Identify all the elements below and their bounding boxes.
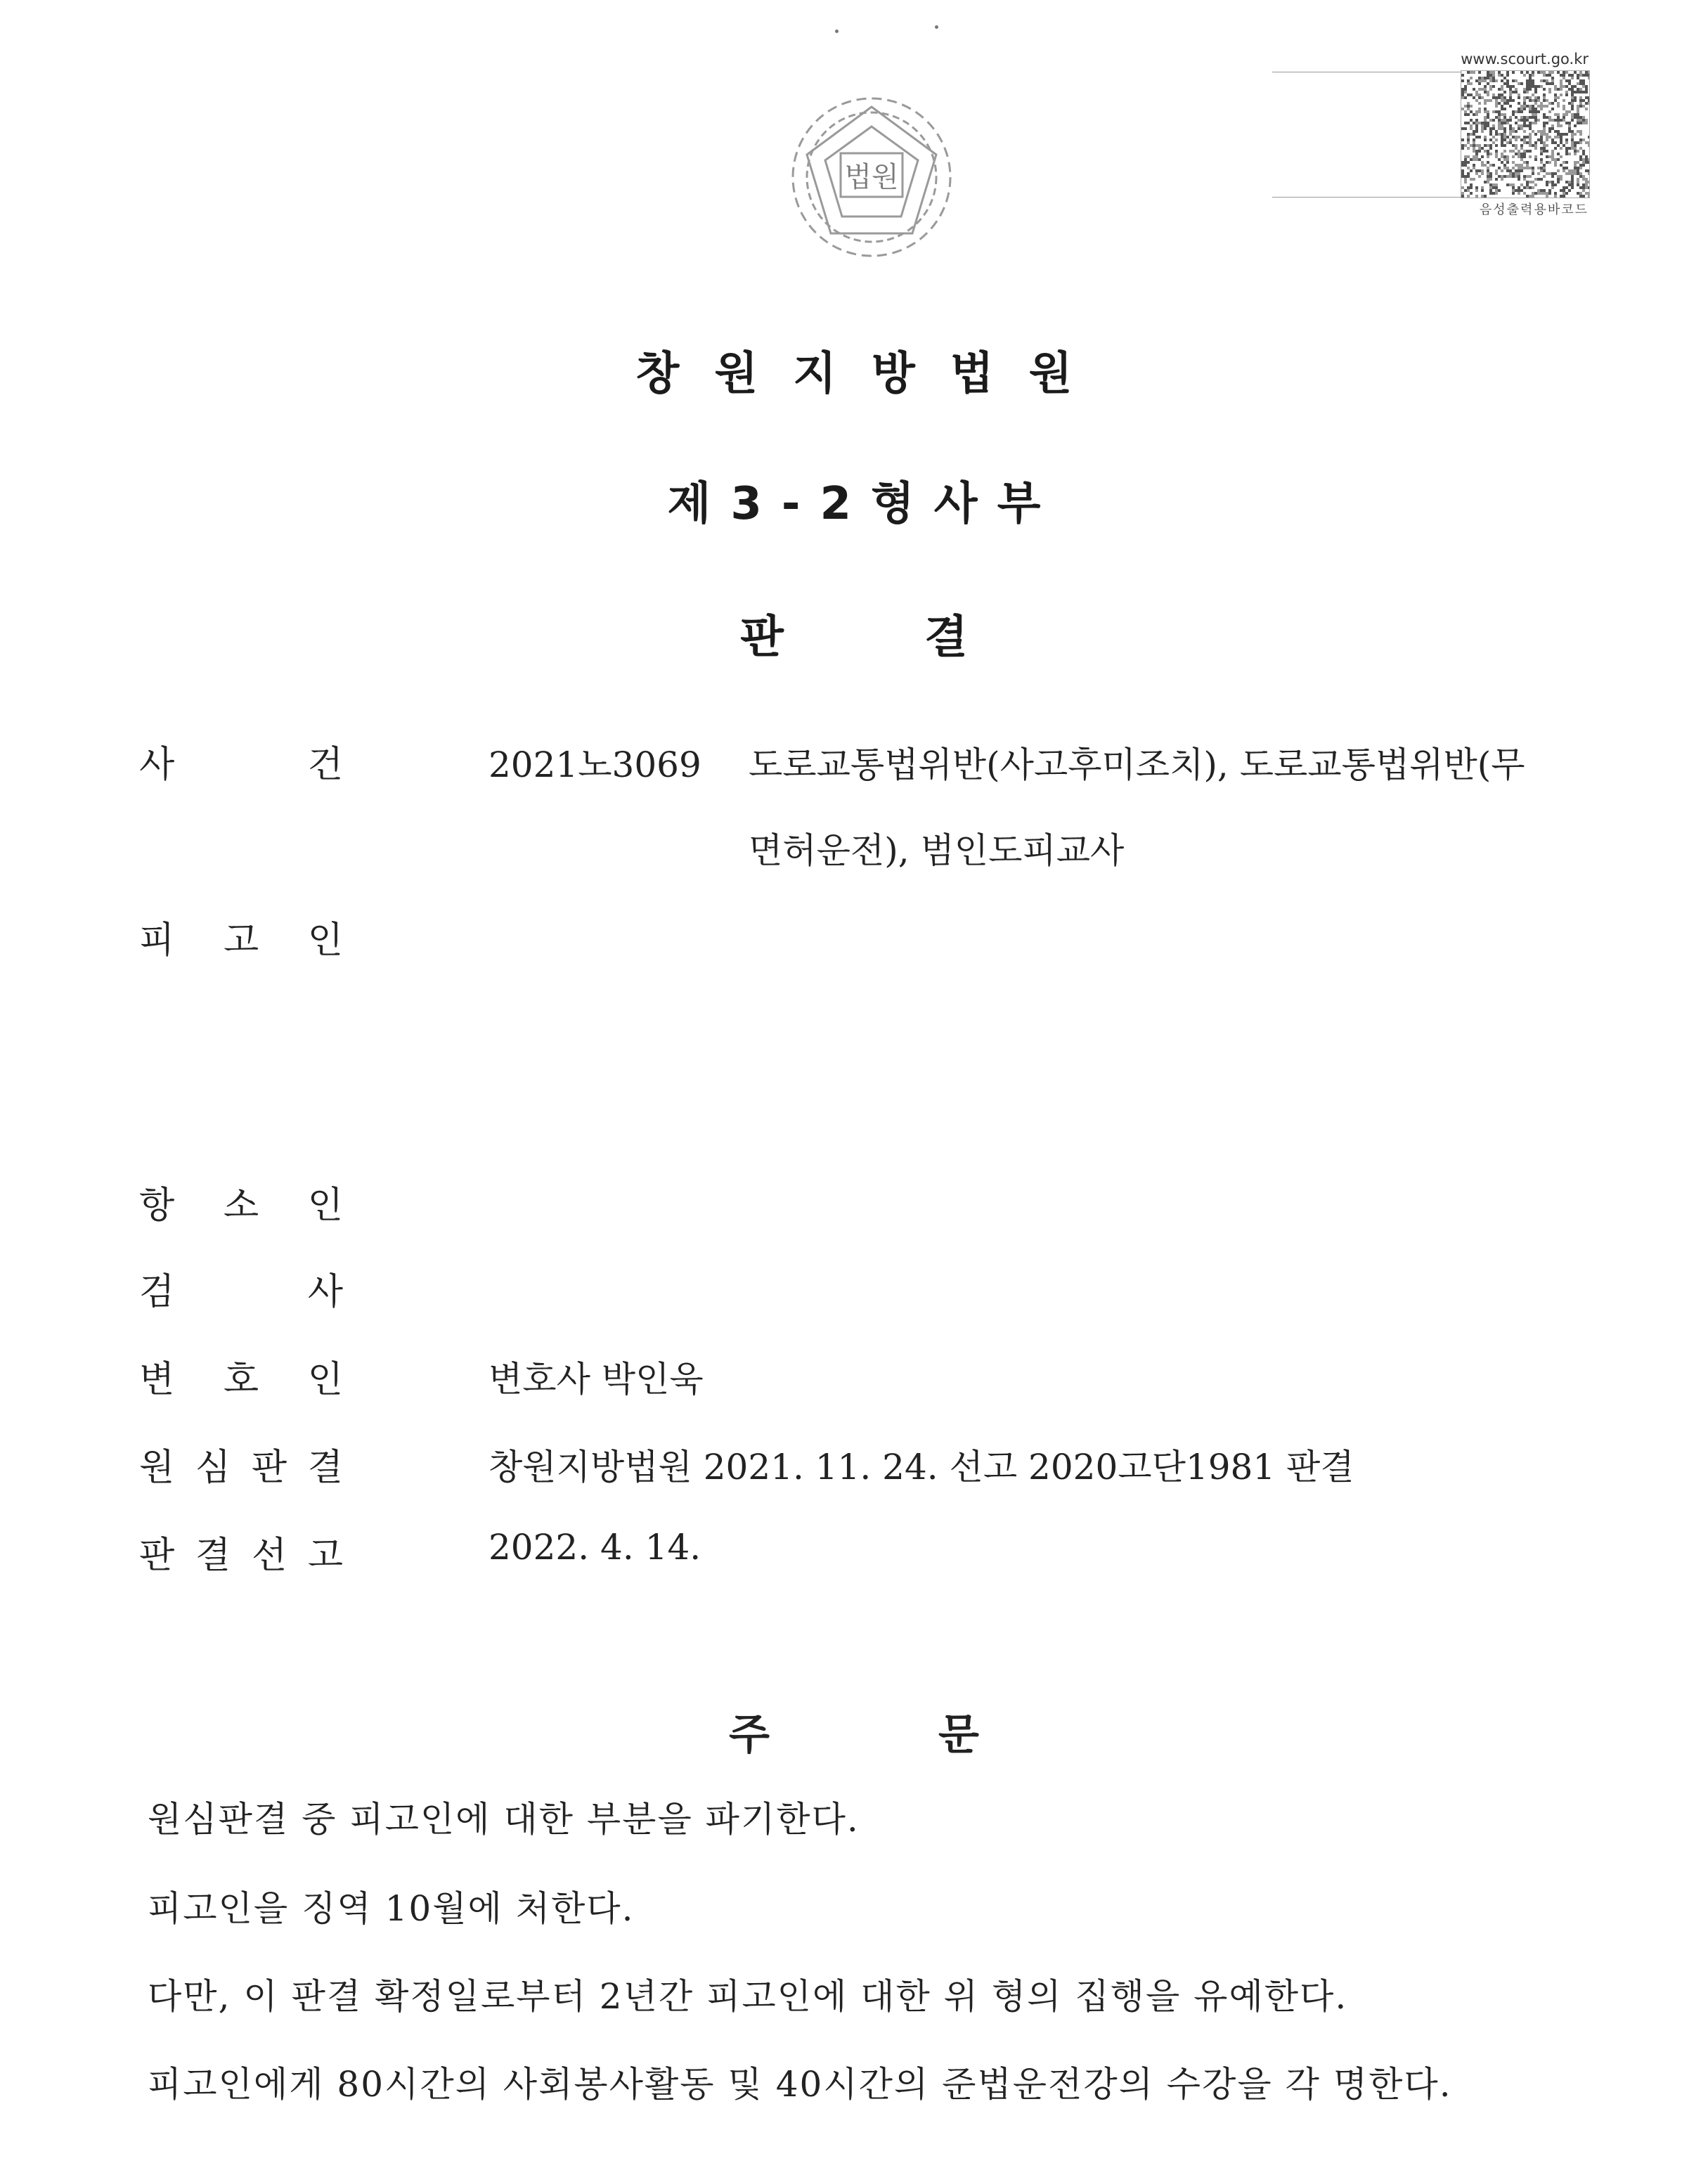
barcode-rule: [1272, 197, 1462, 198]
scan-speck: [935, 25, 938, 29]
order-title: 주 문: [729, 1710, 979, 1760]
judgment-date-label: 판 결 선 고: [139, 1535, 343, 1577]
order-line: 피고인을 징역 10월에 처한다.: [148, 1888, 635, 1929]
seal-text: 법원: [844, 161, 899, 193]
case-number: 2021노3069: [489, 744, 701, 785]
court-name: 창원지방법원: [635, 348, 1108, 400]
case-charges-line-1: 도로교통법위반(사고후미조치), 도로교통법위반(무: [749, 744, 1525, 785]
judgment-date-value: 2022. 4. 14.: [489, 1527, 701, 1568]
barcode-image: [1461, 70, 1590, 198]
scan-speck: [835, 30, 839, 33]
counsel-label: 변 호 인: [139, 1359, 343, 1401]
barcode-url: www.scourt.go.kr: [1461, 51, 1589, 67]
department-name: 제3-2형사부: [667, 478, 1061, 530]
case-label: 사 건: [139, 744, 343, 786]
defendant-label: 피 고 인: [139, 919, 343, 962]
document-type-char: 판: [740, 612, 784, 664]
court-seal-logo: [780, 86, 963, 269]
order-line: 피고인에게 80시간의 사회봉사활동 및 40시간의 준법운전강의 수강을 각 명한다.: [148, 2064, 1452, 2105]
voice-barcode: [1272, 51, 1589, 226]
order-line: 다만, 이 판결 확정일로부터 2년간 피고인에 대한 위 형의 집행을 유예한다.: [148, 1976, 1348, 2017]
case-charges-line-2: 면허운전), 범인도피교사: [749, 830, 1125, 871]
appellant-label: 항 소 인: [139, 1185, 343, 1227]
document-type-char: 결: [924, 612, 968, 664]
barcode-label: 음성출력용바코드: [1479, 202, 1589, 217]
order-line: 원심판결 중 피고인에 대한 부분을 파기한다.: [148, 1799, 860, 1840]
document-type: [0, 601, 1708, 666]
original-judgment-value: 창원지방법원 2021. 11. 24. 선고 2020고단1981 판결: [489, 1447, 1354, 1487]
prosecutor-label: 검 사: [139, 1271, 343, 1313]
counsel-value: 변호사 박인욱: [489, 1359, 704, 1400]
original-judgment-label: 원 심 판 결: [139, 1447, 343, 1489]
